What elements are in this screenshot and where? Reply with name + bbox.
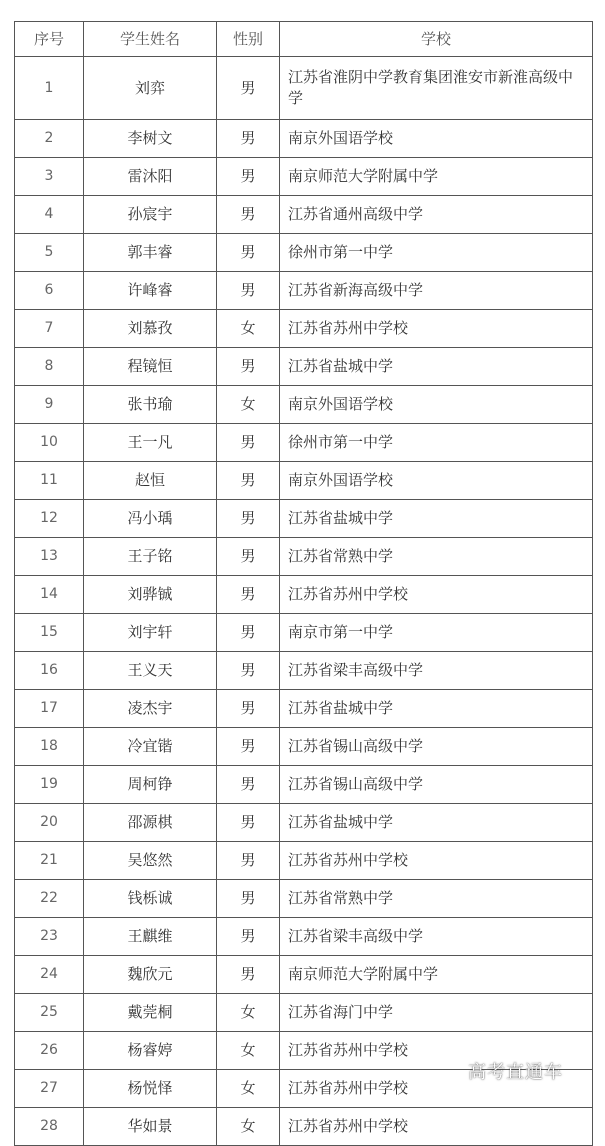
cell-gender: 男 [217, 690, 280, 728]
cell-student-name: 魏欣元 [84, 956, 217, 994]
cell-gender: 男 [217, 234, 280, 272]
table-row [15, 500, 593, 538]
table-row [15, 956, 593, 994]
cell-gender: 男 [217, 424, 280, 462]
cell-gender: 女 [217, 994, 280, 1032]
cell-student-name: 王一凡 [84, 424, 217, 462]
table-row [15, 57, 593, 120]
cell-gender: 男 [217, 538, 280, 576]
cell-gender: 男 [217, 576, 280, 614]
cell-school: 江苏省常熟中学 [280, 880, 593, 918]
table-row [15, 576, 593, 614]
cell-index: 5 [15, 234, 84, 272]
cell-school: 江苏省盐城中学 [280, 690, 593, 728]
cell-index: 21 [15, 842, 84, 880]
cell-student-name: 刘宇轩 [84, 614, 217, 652]
cell-student-name: 程镜恒 [84, 348, 217, 386]
cell-gender: 男 [217, 880, 280, 918]
cell-gender: 男 [217, 196, 280, 234]
table-row [15, 1108, 593, 1146]
cell-school: 南京市第一中学 [280, 614, 593, 652]
header-name: 学生姓名 [84, 22, 217, 57]
table-row [15, 652, 593, 690]
table-row [15, 690, 593, 728]
cell-school: 江苏省海门中学 [280, 994, 593, 1032]
cell-school: 江苏省苏州中学校 [280, 842, 593, 880]
cell-school: 江苏省盐城中学 [280, 804, 593, 842]
cell-gender: 男 [217, 728, 280, 766]
cell-student-name: 王子铭 [84, 538, 217, 576]
cell-index: 1 [15, 57, 84, 120]
header-school: 学校 [280, 22, 593, 57]
cell-student-name: 冷宜锴 [84, 728, 217, 766]
cell-index: 18 [15, 728, 84, 766]
cell-student-name: 李树文 [84, 120, 217, 158]
cell-student-name: 戴莞桐 [84, 994, 217, 1032]
cell-index: 2 [15, 120, 84, 158]
table-row [15, 918, 593, 956]
cell-student-name: 刘慕孜 [84, 310, 217, 348]
cell-student-name: 邵源棋 [84, 804, 217, 842]
table-row [15, 424, 593, 462]
cell-student-name: 王义天 [84, 652, 217, 690]
cell-student-name: 雷沐阳 [84, 158, 217, 196]
cell-student-name: 刘弈 [84, 57, 217, 120]
cell-gender: 女 [217, 1070, 280, 1108]
cell-student-name: 吴悠然 [84, 842, 217, 880]
table-row [15, 120, 593, 158]
cell-index: 28 [15, 1108, 84, 1146]
cell-index: 6 [15, 272, 84, 310]
cell-index: 24 [15, 956, 84, 994]
cell-school: 江苏省苏州中学校 [280, 1070, 593, 1108]
cell-student-name: 钱栎诚 [84, 880, 217, 918]
table-row [15, 614, 593, 652]
cell-student-name: 冯小瑀 [84, 500, 217, 538]
table-row [15, 728, 593, 766]
cell-school: 南京师范大学附属中学 [280, 956, 593, 994]
table-row [15, 994, 593, 1032]
cell-index: 14 [15, 576, 84, 614]
cell-index: 11 [15, 462, 84, 500]
cell-school: 江苏省苏州中学校 [280, 310, 593, 348]
cell-gender: 男 [217, 956, 280, 994]
cell-index: 16 [15, 652, 84, 690]
cell-student-name: 刘骅铖 [84, 576, 217, 614]
table-row [15, 310, 593, 348]
cell-school: 江苏省梁丰高级中学 [280, 652, 593, 690]
table-row [15, 158, 593, 196]
cell-index: 22 [15, 880, 84, 918]
table-row [15, 348, 593, 386]
cell-index: 15 [15, 614, 84, 652]
cell-index: 25 [15, 994, 84, 1032]
table-row [15, 842, 593, 880]
table-row [15, 766, 593, 804]
cell-student-name: 王麒维 [84, 918, 217, 956]
cell-index: 3 [15, 158, 84, 196]
cell-student-name: 杨睿婷 [84, 1032, 217, 1070]
cell-student-name: 赵恒 [84, 462, 217, 500]
cell-index: 8 [15, 348, 84, 386]
cell-student-name: 孙宸宇 [84, 196, 217, 234]
watermark-text: 高考直通车 [468, 1062, 563, 1083]
cell-school: 南京外国语学校 [280, 462, 593, 500]
cell-gender: 男 [217, 614, 280, 652]
cell-student-name: 杨悦怿 [84, 1070, 217, 1108]
cell-student-name: 凌杰宇 [84, 690, 217, 728]
cell-gender: 男 [217, 272, 280, 310]
cell-gender: 男 [217, 842, 280, 880]
cell-gender: 男 [217, 804, 280, 842]
cell-index: 19 [15, 766, 84, 804]
cell-student-name: 许峰睿 [84, 272, 217, 310]
cell-gender: 女 [217, 1108, 280, 1146]
table-row [15, 272, 593, 310]
cell-school: 南京外国语学校 [280, 386, 593, 424]
cell-school: 徐州市第一中学 [280, 234, 593, 272]
cell-student-name: 张书瑜 [84, 386, 217, 424]
cell-index: 7 [15, 310, 84, 348]
table-row [15, 234, 593, 272]
cell-index: 13 [15, 538, 84, 576]
cell-gender: 女 [217, 310, 280, 348]
cell-student-name: 周柯铮 [84, 766, 217, 804]
student-table [14, 21, 593, 1146]
table-header-row [15, 22, 593, 57]
cell-index: 4 [15, 196, 84, 234]
cell-index: 20 [15, 804, 84, 842]
cell-school: 江苏省盐城中学 [280, 500, 593, 538]
table-row [15, 196, 593, 234]
cell-gender: 女 [217, 1032, 280, 1070]
cell-index: 9 [15, 386, 84, 424]
cell-school: 江苏省常熟中学 [280, 538, 593, 576]
table-body [15, 57, 593, 1146]
cell-gender: 男 [217, 57, 280, 120]
cell-school: 江苏省锡山高级中学 [280, 728, 593, 766]
cell-school: 南京师范大学附属中学 [280, 158, 593, 196]
cell-gender: 男 [217, 766, 280, 804]
cell-index: 23 [15, 918, 84, 956]
table-row [15, 538, 593, 576]
table-row [15, 880, 593, 918]
cell-school: 江苏省苏州中学校 [280, 1032, 593, 1070]
cell-gender: 男 [217, 500, 280, 538]
cell-gender: 男 [217, 918, 280, 956]
cell-school: 江苏省梁丰高级中学 [280, 918, 593, 956]
cell-school: 江苏省新海高级中学 [280, 272, 593, 310]
cell-school: 江苏省盐城中学 [280, 348, 593, 386]
cell-student-name: 郭丰睿 [84, 234, 217, 272]
cell-school: 江苏省通州高级中学 [280, 196, 593, 234]
header-index: 序号 [15, 22, 84, 57]
cell-index: 26 [15, 1032, 84, 1070]
cell-school: 徐州市第一中学 [280, 424, 593, 462]
cell-school: 江苏省锡山高级中学 [280, 766, 593, 804]
cell-index: 10 [15, 424, 84, 462]
cell-gender: 男 [217, 120, 280, 158]
cell-gender: 男 [217, 462, 280, 500]
table-row [15, 462, 593, 500]
table-row [15, 804, 593, 842]
cell-index: 17 [15, 690, 84, 728]
cell-school: 江苏省苏州中学校 [280, 576, 593, 614]
cell-school: 江苏省淮阴中学教育集团淮安市新淮高级中学 [280, 57, 593, 120]
cell-school: 南京外国语学校 [280, 120, 593, 158]
cell-student-name: 华如景 [84, 1108, 217, 1146]
header-gender: 性别 [217, 22, 280, 57]
cell-index: 27 [15, 1070, 84, 1108]
cell-gender: 男 [217, 652, 280, 690]
cell-gender: 男 [217, 158, 280, 196]
cell-gender: 男 [217, 348, 280, 386]
cell-school: 江苏省苏州中学校 [280, 1108, 593, 1146]
cell-gender: 女 [217, 386, 280, 424]
table-row [15, 386, 593, 424]
cell-index: 12 [15, 500, 84, 538]
